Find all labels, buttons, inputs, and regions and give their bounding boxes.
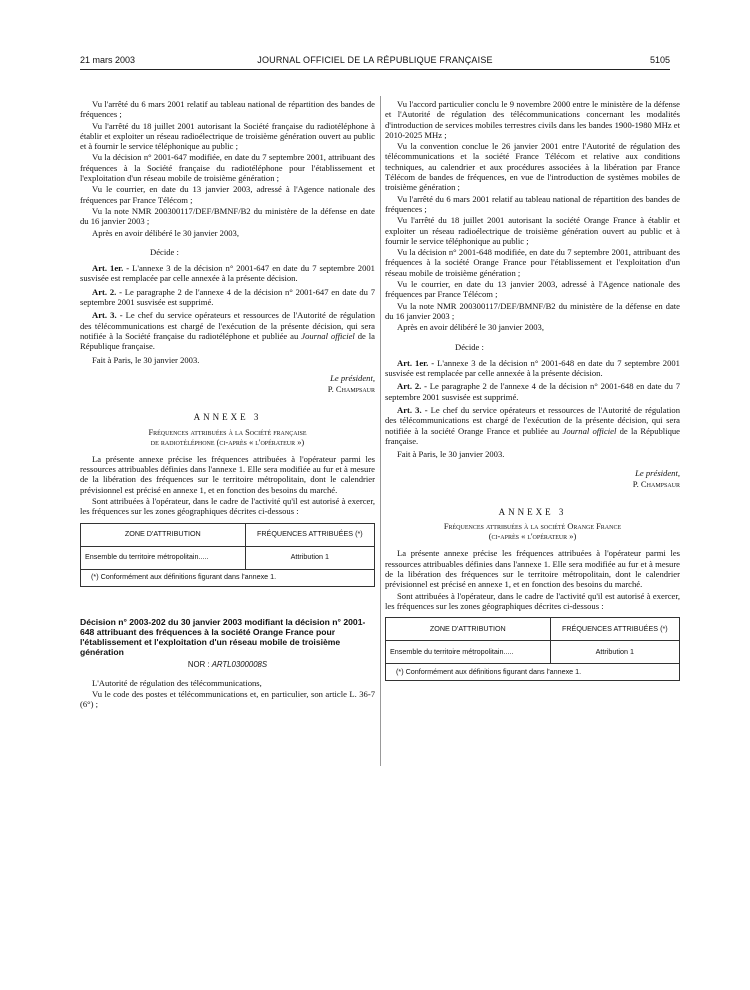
article-2 (80, 287, 375, 308)
table-cell: Attribution 1 (245, 546, 374, 569)
journal-officiel-ref: Journal officiel (301, 330, 355, 341)
annexe-paragraph: Sont attribuées à l'opérateur, dans le cadre de l'activité qu'il est autorisé à exercer, les fréquences sur les zones géographiques décrites ci-dessous : (385, 590, 680, 611)
article-label: Art. 1er. - (397, 357, 435, 368)
decision-title: Décision n° 2003-202 du 30 janvier 2003 modifiant la décision n° 2001-648 attribuant des fréquences à la société Orange France pour l'établissement et l'exploitation d'un réseau mobile de troisième génération (80, 616, 366, 658)
annexe-subtitle: Fréquences attribuées à la société Orange France (ci-après « l'opérateur ») (443, 522, 622, 542)
table-header-row (386, 618, 680, 641)
header-journal-title: JOURNAL OFFICIEL DE LA RÉPUBLIQUE FRANÇAISE (257, 55, 493, 65)
decide-heading: Décide : (150, 246, 179, 257)
article-text: L'annexe 3 de la décision n° 2001-647 en date du 7 septembre 2001 susvisée est remplacée par celle annexée à la présente décision. (80, 263, 375, 284)
visa-paragraph: Vu la note NMR 200300117/DEF/BMNF/B2 du ministère de la défense en date du 16 janvier 2003 ; (385, 300, 680, 321)
fait-a-paris: Fait à Paris, le 30 janvier 2003. (92, 354, 200, 365)
left-column (80, 99, 375, 711)
visa-paragraph: Vu l'arrêté du 18 juillet 2001 autorisant la société Orange France à établir et exploiter un réseau radioélectrique de troisième génération ouvert au public et à fournir le service téléphonique au public ; (385, 215, 680, 246)
signature-name: P. Champsaur (632, 478, 680, 489)
article-3 (80, 310, 375, 351)
table-cell: Ensemble du territoire métropolitain..... (81, 546, 246, 569)
column-divider (380, 96, 381, 766)
visa-paragraph: Vu l'arrêté du 6 mars 2001 relatif au tableau national de répartition des bandes de fréquences ; (80, 99, 375, 120)
table-note-row (81, 569, 375, 586)
visa-paragraph: Vu la convention conclue le 26 janvier 2001 entre l'Autorité de régulation des télécommunications et la société France Télécom et relative aux conditions techniques, au calendrier et aux procédures associées à la libération par France Télécom de bandes de fréquences, en vue de l'introduction de systèmes mobiles de troisième génération ; (385, 141, 680, 193)
article-text: Le chef du service opérateurs et ressources de l'Autorité de régulation des télécommunications est chargé de l'exécution de la présente décision, qui sera notifiée à la société Orange France et publiée au (385, 405, 680, 436)
decide-heading: Décide : (455, 341, 484, 352)
signature-name: P. Champsaur (327, 384, 375, 395)
visa-paragraph: Vu la décision n° 2001-648 modifiée, en date du 7 septembre 2001, attribuant des fréquences à la société Orange France pour l'établissement et l'exploitation d'un réseau mobile de troisième génération ; (385, 247, 680, 278)
article-label: Art. 3. - (92, 310, 123, 321)
fait-a-paris: Fait à Paris, le 30 janvier 2003. (397, 449, 505, 460)
right-column (385, 99, 680, 681)
table-cell: Ensemble du territoire métropolitain..... (386, 641, 551, 664)
table-header-row (81, 523, 375, 546)
article-label: Art. 1er. - (92, 263, 130, 274)
header-date: 21 mars 2003 (80, 55, 136, 65)
signature-role: Le président, (635, 467, 680, 478)
visa-paragraph: Vu la décision n° 2001-647 modifiée, en date du 7 septembre 2001, attribuant des fréquences à la Société française du radiotéléphone pour l'établissement et l'exploitation d'un réseau mobile de troisième génération ; (80, 152, 375, 184)
visa-paragraph: Après en avoir délibéré le 30 janvier 2003, (92, 227, 239, 238)
frequency-table (80, 523, 375, 587)
table-row (81, 546, 375, 569)
table-header-cell: ZONE D'ATTRIBUTION (386, 618, 551, 641)
table-note-row (386, 664, 680, 681)
table-note: (*) Conformément aux définitions figurant dans l'annexe 1. (386, 664, 680, 681)
table-cell: Attribution 1 (550, 641, 679, 664)
article-text: de la République française. (385, 425, 680, 446)
annexe-paragraph: La présente annexe précise les fréquences attribuées à l'opérateur parmi les ressources attribuables définies dans l'annexe 1. Elle sera modifiée au fur et à mesure de la libération des fréquences sur le territoire métropolitain, dont le calendrier prévisionnel est précisé en annexe 1, et en fonction des besoins du marché. (80, 453, 375, 495)
article-text: Le chef du service opérateurs et ressources de l'Autorité de régulation des télécommunications est chargé de l'exécution de la présente décision, qui sera notifiée à la Société française du radiotéléphone et publiée au (80, 310, 375, 341)
visa-paragraph: Vu l'arrêté du 6 mars 2001 relatif au tableau national de répartition des bandes de fréquences ; (385, 193, 680, 214)
table-row (386, 641, 680, 664)
article-1 (385, 358, 680, 379)
visa-paragraph: Vu la note NMR 200300117/DEF/BMNF/B2 du ministère de la défense en date du 16 janvier 2003 ; (80, 205, 375, 227)
visa-paragraph: Après en avoir délibéré le 30 janvier 2003, (397, 322, 544, 333)
page-header (80, 55, 670, 69)
signature-role: Le président, (330, 372, 375, 383)
authority-line: L'Autorité de régulation des télécommunications, (92, 677, 262, 688)
visa-paragraph: Vu l'arrêté du 18 juillet 2001 autorisant la Société française du radiotéléphone à établir et exploiter un réseau radioélectrique de troisième génération ouvert au public et à fournir le service téléphonique au public ; (80, 120, 375, 152)
visa-paragraph: Vu le courrier, en date du 13 janvier 2003, adressé à l'Agence nationale des fréquences par France Télécom ; (385, 279, 680, 300)
header-rule (80, 69, 670, 70)
annexe-heading: ANNEXE 3 (193, 412, 262, 423)
table-header-cell: ZONE D'ATTRIBUTION (81, 523, 246, 546)
article-label: Art. 3. - (397, 405, 428, 416)
annexe-paragraph: La présente annexe précise les fréquences attribuées à l'opérateur parmi les ressources attribuables définies dans l'annexe 1. Elle sera modifiée au fur et à mesure de la libération des fréquences sur le territoire métropolitain, dont le calendrier prévisionnel est précisé en annexe 1, et en fonction des besoins du marché. (385, 548, 680, 590)
annexe-subtitle: Fréquences attribuées à la Société française de radiotéléphone (ci-après « l'opérateur ») (148, 427, 307, 447)
nor-reference: NOR : ARTL0300008S (187, 660, 268, 670)
frequency-table (385, 617, 680, 681)
annexe-paragraph: Sont attribuées à l'opérateur, dans le cadre de l'activité qu'il est autorisé à exercer, les fréquences sur les zones géographiques décrites ci-dessous : (80, 495, 375, 517)
annexe-heading: ANNEXE 3 (498, 507, 567, 518)
article-text: L'annexe 3 de la décision n° 2001-648 en date du 7 septembre 2001 susvisée est remplacée par celle annexée à la présente décision. (385, 357, 680, 379)
table-header-cell: FRÉQUENCES ATTRIBUÉES (*) (245, 523, 374, 546)
visa-paragraph: Vu le courrier, en date du 13 janvier 2003, adressé à l'Agence nationale des fréquences par France Télécom ; (80, 184, 375, 205)
visa-paragraph: Vu l'accord particulier conclu le 9 novembre 2000 entre le ministère de la défense et l'Autorité de régulation des télécommunications concernant les modalités d'introduction de services mobiles terrestres civils dans les bandes 1900-1980 MHz et 2010-2025 MHz ; (385, 99, 680, 140)
article-text: Le paragraphe 2 de l'annexe 4 de la décision n° 2001-647 en date du 7 septembre 2001 susvisée est supprimé. (80, 286, 376, 308)
article-text: Le paragraphe 2 de l'annexe 4 de la décision n° 2001-648 en date du 7 septembre 2001 susvisée est supprimé. (385, 381, 681, 402)
article-1 (80, 263, 375, 284)
table-note: (*) Conformément aux définitions figurant dans l'annexe 1. (81, 569, 375, 586)
article-2 (385, 381, 680, 402)
table-header-cell: FRÉQUENCES ATTRIBUÉES (*) (550, 618, 679, 641)
article-label: Art. 2. - (397, 381, 427, 392)
visa-paragraph: Vu le code des postes et télécommunications et, en particulier, son article L. 36-7 (6°) ; (80, 688, 375, 710)
journal-officiel-ref: Journal officiel (562, 425, 617, 436)
header-page-number: 5105 (649, 55, 670, 65)
article-label: Art. 2. - (92, 286, 122, 297)
article-3 (385, 405, 680, 446)
article-text: de la République française. (80, 330, 375, 352)
